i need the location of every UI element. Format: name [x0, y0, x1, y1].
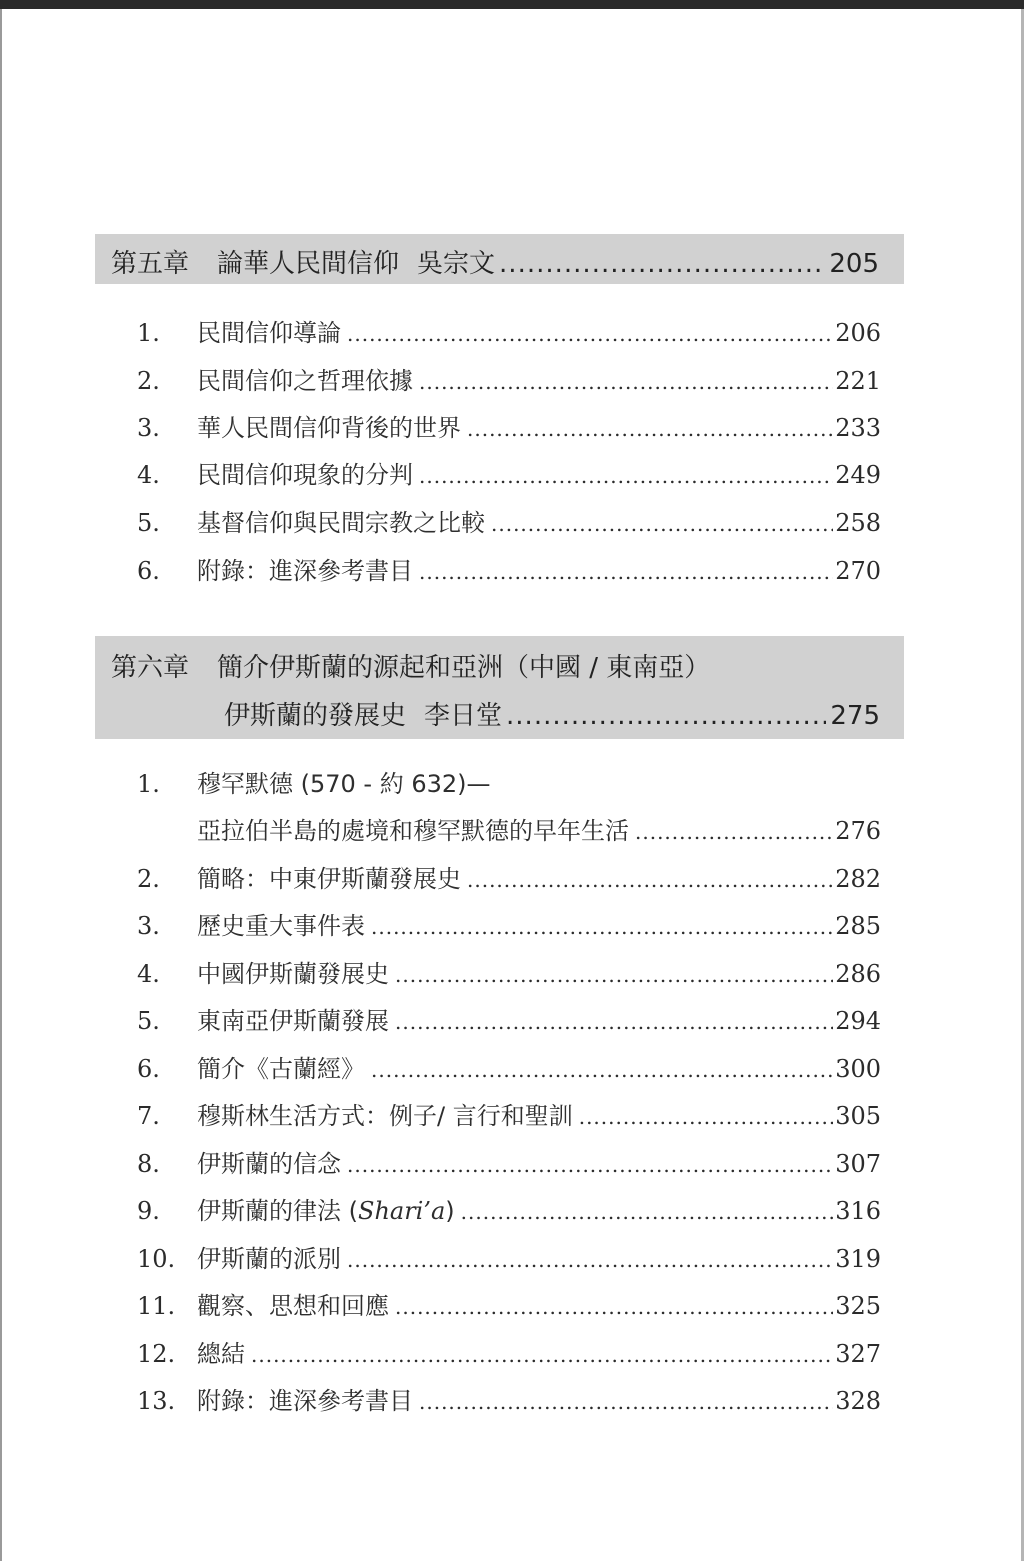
leader-dots: [395, 1010, 833, 1034]
entry-number: 6.: [137, 1055, 160, 1083]
toc-entry[interactable]: [137, 455, 881, 489]
toc-entry[interactable]: [137, 313, 881, 347]
toc-entry[interactable]: [137, 954, 881, 988]
chapter5-label: 第五章: [111, 249, 190, 279]
entry-title: 歷史重大事件表: [197, 912, 365, 940]
leader-dots: [467, 417, 833, 441]
toc-entry[interactable]: [137, 361, 881, 395]
entry-number: 6.: [137, 557, 160, 585]
entry-number: 9.: [137, 1197, 160, 1225]
toc-entry[interactable]: [137, 1191, 881, 1225]
entry-page: 294: [835, 1007, 881, 1035]
entry-number: 3.: [137, 414, 160, 442]
entry-title: 穆斯林生活方式：例子/ 言行和聖訓: [197, 1102, 573, 1130]
entry-number: 5.: [137, 1007, 160, 1035]
chapter5-header: [95, 234, 904, 284]
entry-title: 基督信仰與民間宗教之比較: [197, 509, 485, 537]
entry-title: 觀察、思想和回應: [197, 1292, 389, 1320]
leader-dots: [506, 701, 826, 731]
entry-page: 270: [835, 557, 881, 585]
entry-page: 206: [835, 319, 881, 347]
entry-page: 282: [835, 865, 881, 893]
toc-entry[interactable]: [137, 1239, 881, 1273]
entry-number: 4.: [137, 461, 160, 489]
toc-entry-continuation[interactable]: [197, 811, 881, 846]
entry-number: 1.: [137, 770, 160, 798]
toc-entry[interactable]: [137, 1096, 881, 1130]
entry-title: 伊斯蘭的信念: [197, 1150, 341, 1178]
entry-number: 13.: [137, 1387, 176, 1415]
entry-page: 316: [835, 1197, 881, 1225]
toc-entry[interactable]: [137, 1286, 881, 1320]
toc-entry[interactable]: [137, 1144, 881, 1178]
entry-title: 簡略：中東伊斯蘭發展史: [197, 865, 461, 893]
entry-title: 華人民間信仰背後的世界: [197, 414, 461, 442]
entry-page: 327: [835, 1340, 881, 1368]
entry-number: 10.: [137, 1245, 176, 1273]
toc-entry[interactable]: [137, 408, 881, 442]
entry-number: 2.: [137, 865, 160, 893]
chapter6-label: 第六章: [111, 653, 190, 683]
entry-title-tail: ): [445, 1197, 455, 1225]
entry-page: 307: [835, 1150, 881, 1178]
entry-title: 穆罕默德 (570 - 約 632)—: [197, 770, 491, 798]
leader-dots: [347, 322, 833, 346]
leader-dots: [347, 1248, 833, 1272]
toc-entry[interactable]: [137, 1381, 881, 1415]
entry-number: 2.: [137, 367, 160, 395]
entry-title-text: 伊斯蘭的律法 (: [197, 1197, 358, 1225]
toc-entry[interactable]: [137, 503, 881, 537]
entry-page: 328: [835, 1387, 881, 1415]
entry-page: 258: [835, 509, 881, 537]
entry-title-continuation: 亞拉伯半島的處境和穆罕默德的早年生活: [197, 817, 629, 845]
chapter6-title-line2: 伊斯蘭的發展史: [224, 701, 407, 731]
entry-page: 249: [835, 461, 881, 489]
chapter5-page: 205: [829, 249, 879, 279]
entry-number: 5.: [137, 509, 160, 537]
chapter6-page: 275: [830, 701, 880, 731]
entry-number: 11.: [137, 1292, 176, 1320]
chapter6-header-line1: [111, 647, 710, 684]
toc-entry[interactable]: [137, 859, 881, 893]
entry-title: [197, 1191, 455, 1226]
entry-title: 東南亞伊斯蘭發展: [197, 1007, 389, 1035]
leader-dots: [419, 370, 833, 394]
leader-dots: [347, 1153, 833, 1177]
leader-dots: [371, 915, 833, 939]
entry-title: 民間信仰之哲理依據: [197, 367, 413, 395]
toc-entry[interactable]: [137, 1049, 881, 1083]
chapter5-author: 吳宗文: [417, 249, 496, 279]
entry-page: 276: [835, 817, 881, 845]
toc-entry[interactable]: [137, 551, 881, 585]
entry-page: 233: [835, 414, 881, 442]
chapter6-author: 李日堂: [424, 701, 503, 731]
entry-title: 民間信仰導論: [197, 319, 341, 347]
leader-dots: [579, 1105, 833, 1129]
leader-dots: [419, 464, 833, 488]
entry-title: 民間信仰現象的分判: [197, 461, 413, 489]
leader-dots: [499, 249, 825, 279]
chapter6-header-line2: [224, 695, 880, 732]
entry-number: 7.: [137, 1102, 160, 1130]
toc-entry[interactable]: [137, 764, 881, 798]
chapter6-title-line1: 簡介伊斯蘭的源起和亞洲（中國 / 東南亞）: [217, 653, 711, 683]
leader-dots: [395, 963, 833, 987]
entry-page: 286: [835, 960, 881, 988]
entry-page: 221: [835, 367, 881, 395]
entry-number: 1.: [137, 319, 160, 347]
leader-dots: [635, 820, 833, 844]
entry-title: 總結: [197, 1340, 245, 1368]
entry-title: 中國伊斯蘭發展史: [197, 960, 389, 988]
entry-number: 3.: [137, 912, 160, 940]
entry-page: 285: [835, 912, 881, 940]
leader-dots: [467, 868, 833, 892]
entry-page: 325: [835, 1292, 881, 1320]
entry-number: 4.: [137, 960, 160, 988]
entry-page: 300: [835, 1055, 881, 1083]
entry-page: 305: [835, 1102, 881, 1130]
entry-title: 附錄：進深參考書目: [197, 1387, 413, 1415]
toc-entry[interactable]: [137, 906, 881, 940]
leader-dots: [419, 560, 833, 584]
leader-dots: [251, 1343, 833, 1367]
entry-title: 簡介《古蘭經》: [197, 1055, 365, 1083]
entry-title-italic: Shari’a: [358, 1197, 446, 1225]
toc-entry[interactable]: [137, 1334, 881, 1368]
entry-number: 12.: [137, 1340, 176, 1368]
entry-page: 319: [835, 1245, 881, 1273]
toc-entry[interactable]: [137, 1001, 881, 1035]
entry-number: 8.: [137, 1150, 160, 1178]
leader-dots: [461, 1200, 834, 1224]
chapter5-header-line: [111, 243, 879, 280]
entry-title: 伊斯蘭的派別: [197, 1245, 341, 1273]
leader-dots: [371, 1058, 833, 1082]
chapter6-header: [95, 636, 904, 739]
leader-dots: [419, 1390, 833, 1414]
leader-dots: [491, 512, 833, 536]
entry-title: 附錄：進深參考書目: [197, 557, 413, 585]
chapter5-title: 論華人民間信仰: [217, 249, 400, 279]
leader-dots: [395, 1295, 833, 1319]
